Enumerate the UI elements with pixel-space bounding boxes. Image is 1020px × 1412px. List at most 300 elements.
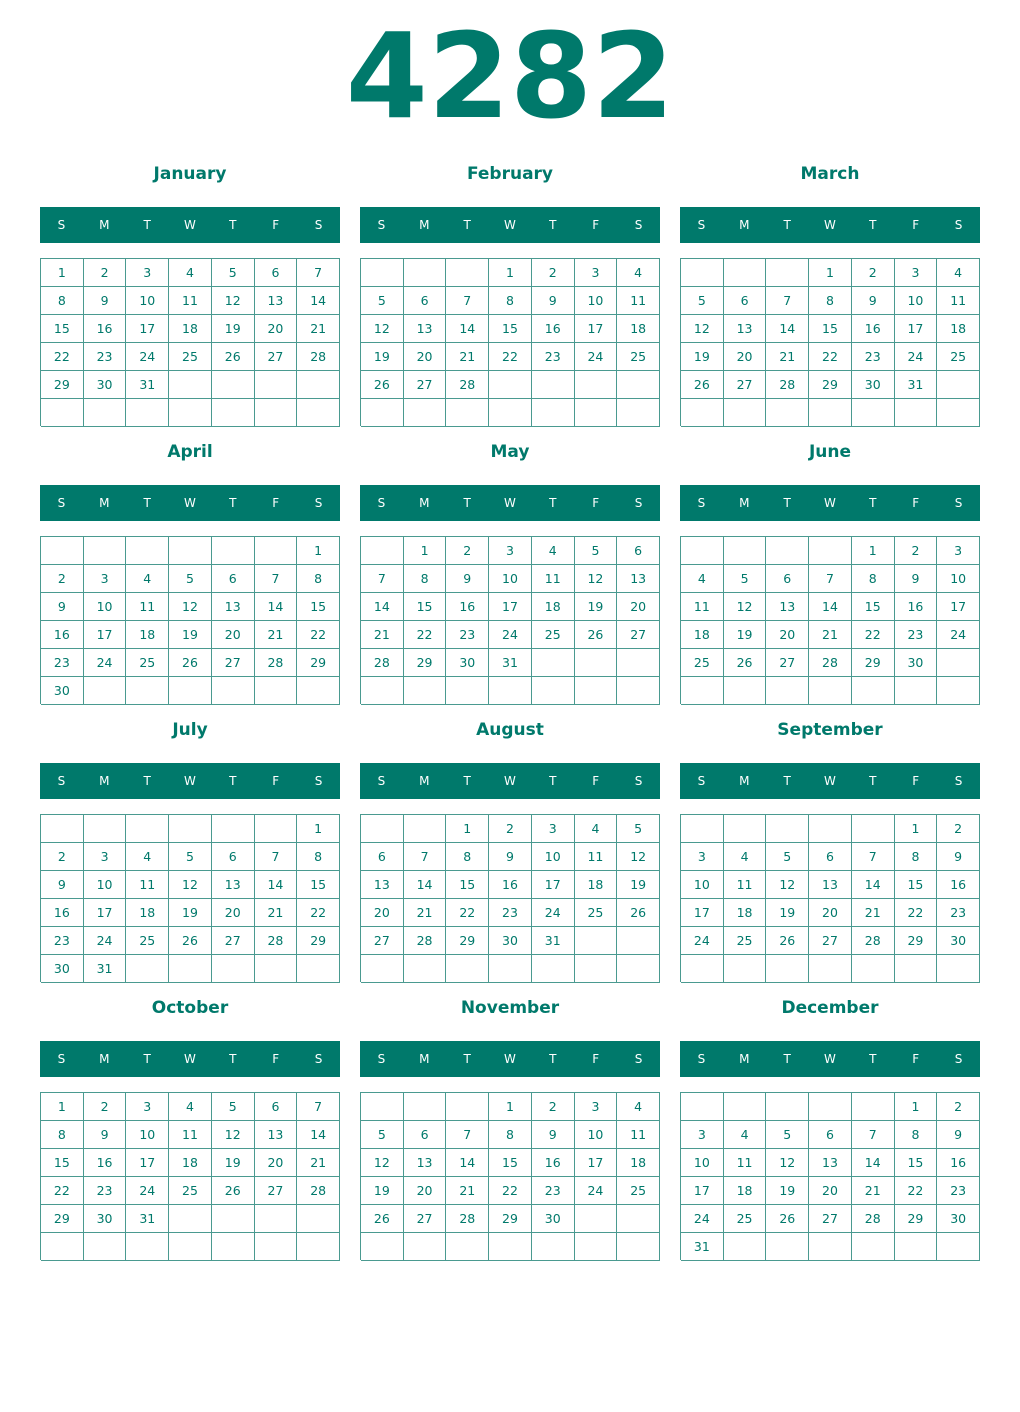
day-cell: 25: [126, 649, 169, 677]
empty-day-cell: [937, 649, 980, 677]
weekday-header: [40, 485, 340, 521]
day-cell: 14: [297, 1121, 340, 1149]
empty-day-cell: [852, 815, 895, 843]
day-cell: 24: [681, 1205, 724, 1233]
day-cell: 28: [766, 371, 809, 399]
day-cell: 2: [532, 1093, 575, 1121]
empty-day-cell: [617, 955, 660, 983]
weekday-label: S: [314, 1052, 323, 1066]
day-cell: 23: [937, 1177, 980, 1205]
day-cell: 11: [126, 593, 169, 621]
day-cell: 21: [297, 315, 340, 343]
day-grid: [40, 258, 340, 426]
day-cell: 21: [852, 899, 895, 927]
day-cell: 15: [446, 871, 489, 899]
day-cell: 6: [809, 1121, 852, 1149]
day-cell: 30: [895, 649, 938, 677]
day-cell: 9: [852, 287, 895, 315]
empty-day-cell: [297, 399, 340, 427]
day-cell: 24: [575, 1177, 618, 1205]
day-cell: 26: [724, 649, 767, 677]
month-name: June: [808, 442, 852, 462]
empty-day-cell: [895, 1233, 938, 1261]
day-cell: 10: [489, 565, 532, 593]
day-cell: 9: [489, 843, 532, 871]
empty-day-cell: [126, 677, 169, 705]
day-cell: 2: [532, 259, 575, 287]
weekday-header: [40, 763, 340, 799]
day-cell: 8: [404, 565, 447, 593]
empty-day-cell: [532, 677, 575, 705]
month-november: [360, 992, 660, 1256]
day-cell: 13: [617, 565, 660, 593]
day-cell: 1: [489, 1093, 532, 1121]
weekday-label: T: [143, 218, 151, 232]
day-cell: 2: [937, 1093, 980, 1121]
day-cell: 29: [895, 1205, 938, 1233]
empty-day-cell: [724, 537, 767, 565]
empty-day-cell: [724, 259, 767, 287]
day-cell: 6: [212, 843, 255, 871]
weekday-label: T: [549, 218, 557, 232]
day-cell: 18: [724, 1177, 767, 1205]
weekday-label: F: [272, 774, 280, 788]
month-december: [680, 992, 980, 1256]
day-cell: 16: [41, 899, 84, 927]
weekday-header: [360, 485, 660, 521]
empty-day-cell: [169, 371, 212, 399]
day-cell: 31: [126, 1205, 169, 1233]
weekday-label: M: [739, 1052, 750, 1066]
empty-day-cell: [766, 955, 809, 983]
empty-day-cell: [212, 1205, 255, 1233]
day-cell: 24: [532, 899, 575, 927]
day-cell: 10: [126, 1121, 169, 1149]
day-cell: 5: [169, 565, 212, 593]
day-cell: 7: [766, 287, 809, 315]
empty-day-cell: [617, 649, 660, 677]
day-cell: 9: [84, 1121, 127, 1149]
day-cell: 23: [532, 343, 575, 371]
day-cell: 7: [297, 259, 340, 287]
day-cell: 23: [937, 899, 980, 927]
empty-day-cell: [84, 677, 127, 705]
empty-day-cell: [404, 815, 447, 843]
day-cell: 1: [446, 815, 489, 843]
day-cell: 23: [41, 927, 84, 955]
day-grid: [680, 1092, 980, 1260]
empty-day-cell: [84, 537, 127, 565]
weekday-label: T: [783, 1052, 791, 1066]
empty-day-cell: [169, 955, 212, 983]
day-cell: 29: [41, 371, 84, 399]
weekday-label: S: [314, 218, 323, 232]
empty-day-cell: [532, 399, 575, 427]
day-cell: 13: [809, 1149, 852, 1177]
empty-day-cell: [575, 1205, 618, 1233]
day-cell: 28: [297, 343, 340, 371]
empty-day-cell: [126, 537, 169, 565]
day-cell: 18: [617, 315, 660, 343]
day-cell: 15: [852, 593, 895, 621]
empty-day-cell: [255, 371, 298, 399]
day-cell: 13: [404, 315, 447, 343]
empty-day-cell: [212, 399, 255, 427]
empty-day-cell: [169, 677, 212, 705]
day-cell: 12: [169, 871, 212, 899]
day-cell: 31: [681, 1233, 724, 1261]
empty-day-cell: [532, 955, 575, 983]
empty-day-cell: [446, 677, 489, 705]
weekday-label: T: [549, 496, 557, 510]
day-cell: 4: [532, 537, 575, 565]
weekday-label: F: [592, 774, 600, 788]
day-cell: 12: [212, 287, 255, 315]
day-cell: 2: [41, 843, 84, 871]
empty-day-cell: [361, 815, 404, 843]
empty-day-cell: [212, 537, 255, 565]
day-cell: 25: [169, 343, 212, 371]
empty-day-cell: [766, 1233, 809, 1261]
day-cell: 13: [212, 871, 255, 899]
day-cell: 4: [617, 1093, 660, 1121]
day-cell: 30: [84, 371, 127, 399]
day-cell: 8: [852, 565, 895, 593]
weekday-label: F: [912, 1052, 920, 1066]
day-cell: 7: [361, 565, 404, 593]
day-cell: 11: [617, 287, 660, 315]
empty-day-cell: [361, 1093, 404, 1121]
day-cell: 20: [809, 1177, 852, 1205]
day-cell: 22: [895, 1177, 938, 1205]
day-cell: 6: [404, 1121, 447, 1149]
day-cell: 2: [937, 815, 980, 843]
empty-day-cell: [575, 927, 618, 955]
day-cell: 21: [361, 621, 404, 649]
day-cell: 16: [937, 1149, 980, 1177]
empty-day-cell: [41, 399, 84, 427]
empty-day-cell: [297, 1205, 340, 1233]
empty-day-cell: [724, 677, 767, 705]
day-cell: 26: [361, 371, 404, 399]
day-cell: 4: [126, 565, 169, 593]
year-title: 4282: [345, 7, 675, 145]
day-cell: 11: [617, 1121, 660, 1149]
day-cell: 19: [724, 621, 767, 649]
day-cell: 3: [575, 259, 618, 287]
weekday-header: [360, 763, 660, 799]
day-cell: 18: [617, 1149, 660, 1177]
weekday-label: F: [912, 218, 920, 232]
day-cell: 28: [852, 1205, 895, 1233]
weekday-label: S: [954, 1052, 963, 1066]
empty-day-cell: [169, 537, 212, 565]
day-cell: 12: [724, 593, 767, 621]
empty-day-cell: [766, 399, 809, 427]
day-cell: 29: [852, 649, 895, 677]
weekday-label: S: [314, 774, 323, 788]
weekday-label: T: [869, 1052, 877, 1066]
day-cell: 29: [404, 649, 447, 677]
weekday-label: S: [314, 496, 323, 510]
month-name: January: [153, 164, 227, 184]
day-cell: 22: [852, 621, 895, 649]
day-cell: 1: [809, 259, 852, 287]
weekday-label: F: [272, 496, 280, 510]
day-cell: 22: [297, 899, 340, 927]
month-july: [40, 714, 340, 978]
day-cell: 20: [361, 899, 404, 927]
day-cell: 16: [41, 621, 84, 649]
weekday-label: T: [229, 218, 237, 232]
day-cell: 15: [809, 315, 852, 343]
weekday-label: F: [592, 1052, 600, 1066]
empty-day-cell: [212, 371, 255, 399]
weekday-label: W: [184, 218, 196, 232]
day-cell: 11: [724, 871, 767, 899]
weekday-label: S: [634, 1052, 643, 1066]
weekday-label: T: [463, 218, 471, 232]
empty-day-cell: [489, 955, 532, 983]
day-cell: 29: [446, 927, 489, 955]
day-cell: 28: [361, 649, 404, 677]
day-cell: 6: [404, 287, 447, 315]
day-cell: 3: [126, 259, 169, 287]
day-cell: 28: [297, 1177, 340, 1205]
day-cell: 7: [446, 1121, 489, 1149]
empty-day-cell: [297, 1233, 340, 1261]
day-cell: 15: [41, 1149, 84, 1177]
day-cell: 11: [575, 843, 618, 871]
weekday-label: F: [912, 774, 920, 788]
day-cell: 13: [724, 315, 767, 343]
day-cell: 17: [575, 315, 618, 343]
day-cell: 30: [852, 371, 895, 399]
day-cell: 16: [852, 315, 895, 343]
empty-day-cell: [169, 1233, 212, 1261]
day-cell: 2: [446, 537, 489, 565]
month-name: April: [167, 442, 213, 462]
weekday-label: T: [869, 774, 877, 788]
day-cell: 17: [489, 593, 532, 621]
day-cell: 17: [84, 899, 127, 927]
day-cell: 13: [361, 871, 404, 899]
day-cell: 16: [895, 593, 938, 621]
day-cell: 26: [169, 927, 212, 955]
day-cell: 22: [404, 621, 447, 649]
day-cell: 10: [575, 1121, 618, 1149]
empty-day-cell: [724, 815, 767, 843]
day-cell: 26: [681, 371, 724, 399]
day-cell: 2: [41, 565, 84, 593]
month-august: [360, 714, 660, 978]
day-cell: 27: [255, 343, 298, 371]
day-cell: 23: [895, 621, 938, 649]
day-grid: [680, 536, 980, 704]
day-cell: 19: [361, 1177, 404, 1205]
day-cell: 14: [852, 871, 895, 899]
day-cell: 30: [446, 649, 489, 677]
day-cell: 13: [212, 593, 255, 621]
day-grid: [40, 1092, 340, 1260]
day-cell: 26: [212, 1177, 255, 1205]
weekday-label: S: [57, 1052, 66, 1066]
day-cell: 20: [724, 343, 767, 371]
day-cell: 16: [84, 315, 127, 343]
month-name: March: [800, 164, 860, 184]
day-cell: 12: [766, 1149, 809, 1177]
empty-day-cell: [297, 677, 340, 705]
weekday-header: [40, 1041, 340, 1077]
weekday-header: [680, 485, 980, 521]
day-cell: 4: [169, 259, 212, 287]
day-cell: 22: [489, 1177, 532, 1205]
day-cell: 1: [297, 815, 340, 843]
day-cell: 2: [84, 1093, 127, 1121]
day-cell: 30: [41, 677, 84, 705]
weekday-label: T: [143, 496, 151, 510]
empty-day-cell: [361, 1233, 404, 1261]
day-cell: 23: [84, 343, 127, 371]
day-cell: 31: [489, 649, 532, 677]
day-cell: 4: [937, 259, 980, 287]
empty-day-cell: [84, 815, 127, 843]
weekday-label: M: [419, 774, 430, 788]
empty-day-cell: [212, 1233, 255, 1261]
day-cell: 3: [895, 259, 938, 287]
weekday-label: S: [634, 218, 643, 232]
day-cell: 24: [126, 1177, 169, 1205]
weekday-label: S: [57, 218, 66, 232]
day-grid: [680, 258, 980, 426]
weekday-label: S: [57, 496, 66, 510]
day-cell: 8: [489, 287, 532, 315]
day-cell: 5: [212, 259, 255, 287]
day-cell: 28: [255, 649, 298, 677]
day-cell: 9: [532, 287, 575, 315]
day-cell: 7: [404, 843, 447, 871]
day-cell: 20: [809, 899, 852, 927]
day-cell: 17: [937, 593, 980, 621]
weekday-label: T: [229, 1052, 237, 1066]
day-cell: 9: [937, 1121, 980, 1149]
day-cell: 28: [809, 649, 852, 677]
day-cell: 25: [617, 1177, 660, 1205]
day-cell: 31: [895, 371, 938, 399]
weekday-label: W: [184, 496, 196, 510]
weekday-header: [680, 763, 980, 799]
month-name: September: [777, 720, 883, 740]
day-cell: 27: [617, 621, 660, 649]
day-cell: 23: [532, 1177, 575, 1205]
day-cell: 18: [126, 899, 169, 927]
empty-day-cell: [575, 371, 618, 399]
day-cell: 20: [404, 1177, 447, 1205]
weekday-label: S: [377, 774, 386, 788]
day-cell: 16: [937, 871, 980, 899]
day-cell: 21: [297, 1149, 340, 1177]
empty-day-cell: [852, 1093, 895, 1121]
day-cell: 5: [617, 815, 660, 843]
day-cell: 10: [126, 287, 169, 315]
empty-day-cell: [255, 537, 298, 565]
empty-day-cell: [575, 399, 618, 427]
weekday-label: T: [143, 1052, 151, 1066]
day-cell: 3: [84, 843, 127, 871]
empty-day-cell: [446, 1093, 489, 1121]
empty-day-cell: [126, 815, 169, 843]
day-cell: 24: [937, 621, 980, 649]
weekday-label: S: [697, 218, 706, 232]
weekday-label: M: [419, 496, 430, 510]
day-cell: 14: [446, 315, 489, 343]
day-cell: 9: [41, 871, 84, 899]
day-cell: 24: [84, 927, 127, 955]
day-cell: 10: [681, 1149, 724, 1177]
weekday-label: W: [824, 496, 836, 510]
day-cell: 18: [937, 315, 980, 343]
day-cell: 23: [41, 649, 84, 677]
day-cell: 3: [575, 1093, 618, 1121]
empty-day-cell: [84, 399, 127, 427]
weekday-label: F: [912, 496, 920, 510]
empty-day-cell: [809, 677, 852, 705]
day-cell: 27: [724, 371, 767, 399]
empty-day-cell: [489, 371, 532, 399]
empty-day-cell: [724, 399, 767, 427]
weekday-header: [40, 207, 340, 243]
empty-day-cell: [809, 537, 852, 565]
empty-day-cell: [617, 1233, 660, 1261]
day-cell: 31: [532, 927, 575, 955]
empty-day-cell: [255, 1233, 298, 1261]
day-cell: 22: [297, 621, 340, 649]
day-cell: 12: [766, 871, 809, 899]
day-cell: 25: [532, 621, 575, 649]
day-cell: 27: [809, 927, 852, 955]
day-cell: 28: [446, 1205, 489, 1233]
day-cell: 17: [895, 315, 938, 343]
day-cell: 14: [297, 287, 340, 315]
day-cell: 27: [809, 1205, 852, 1233]
weekday-header: [680, 1041, 980, 1077]
day-cell: 12: [212, 1121, 255, 1149]
day-cell: 10: [895, 287, 938, 315]
day-cell: 1: [41, 259, 84, 287]
day-cell: 13: [255, 287, 298, 315]
day-cell: 26: [169, 649, 212, 677]
weekday-label: M: [419, 218, 430, 232]
day-cell: 8: [297, 565, 340, 593]
day-cell: 27: [766, 649, 809, 677]
day-grid: [360, 536, 660, 704]
day-cell: 19: [212, 315, 255, 343]
day-cell: 29: [809, 371, 852, 399]
day-cell: 2: [895, 537, 938, 565]
day-cell: 3: [126, 1093, 169, 1121]
day-cell: 15: [489, 315, 532, 343]
day-cell: 21: [446, 343, 489, 371]
weekday-label: W: [504, 1052, 516, 1066]
day-cell: 1: [489, 259, 532, 287]
weekday-header: [680, 207, 980, 243]
day-cell: 4: [575, 815, 618, 843]
day-cell: 17: [126, 315, 169, 343]
empty-day-cell: [766, 537, 809, 565]
empty-day-cell: [681, 399, 724, 427]
day-cell: 23: [446, 621, 489, 649]
empty-day-cell: [489, 677, 532, 705]
